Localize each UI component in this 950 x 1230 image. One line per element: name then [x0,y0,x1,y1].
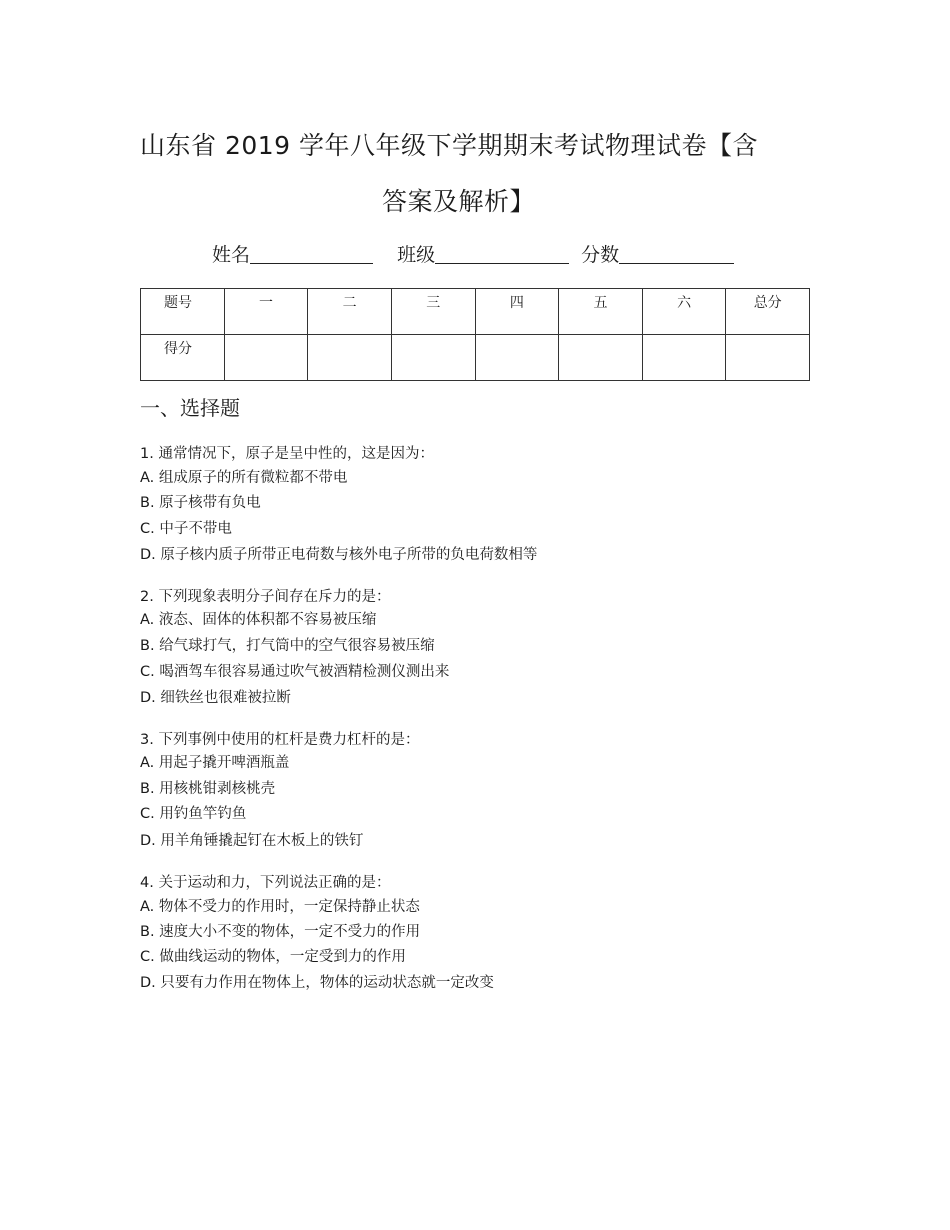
score-header-cell: 五 [559,289,643,335]
score-table [140,288,810,381]
document-title-line-1: 山东省 2019 学年八年级下学期期末考试物理试卷【含 [140,131,759,160]
document-title-line-2: 答案及解析】 [381,187,535,216]
class-blank[interactable] [435,245,569,264]
question-option: C. 喝酒驾车很容易通过吹气被酒精检测仪测出来 [140,664,450,680]
class-label: 班级 [397,244,436,266]
score-header-cell: 总分 [726,289,810,335]
score-header-cell: 题号 [141,289,225,335]
section-title: 一、选择题 [140,396,240,420]
score-header-cell: 一 [224,289,308,335]
question-option: A. 组成原子的所有微粒都不带电 [140,470,348,486]
name-blank[interactable] [250,245,373,264]
question-option: B. 原子核带有负电 [140,495,261,511]
score-table-header-row [141,289,810,335]
score-header-cell: 二 [308,289,392,335]
score-cell[interactable] [224,335,308,381]
question-stem: 2. 下列现象表明分子间存在斥力的是： [140,589,391,605]
question-option: B. 速度大小不变的物体，一定不受力的作用 [140,924,421,940]
score-cell[interactable] [391,335,475,381]
score-header-cell: 三 [391,289,475,335]
question-option: C. 中子不带电 [140,521,232,537]
score-header-cell: 六 [642,289,726,335]
question-option: D. 用羊角锤撬起钉在木板上的铁钉 [140,833,364,849]
question-option: C. 做曲线运动的物体，一定受到力的作用 [140,949,406,965]
score-cell[interactable] [475,335,559,381]
score-cell[interactable] [308,335,392,381]
question-option: D. 细铁丝也很难被拉断 [140,690,291,706]
question-option: A. 液态、固体的体积都不容易被压缩 [140,612,377,628]
question-option: D. 原子核内质子所带正电荷数与核外电子所带的负电荷数相等 [140,547,538,563]
question-option: A. 物体不受力的作用时，一定保持静止状态 [140,899,420,915]
question-stem: 3. 下列事例中使用的杠杆是费力杠杆的是： [140,732,420,748]
score-cell[interactable] [642,335,726,381]
question-option: B. 给气球打气，打气筒中的空气很容易被压缩 [140,638,435,654]
question-stem: 1. 通常情况下，原子是呈中性的，这是因为： [140,446,434,462]
question-option: A. 用起子撬开啤酒瓶盖 [140,755,290,771]
score-table-score-row [141,335,810,381]
question-option: B. 用核桃钳剥核桃壳 [140,781,276,797]
score-row-label: 得分 [141,335,225,381]
student-info-line [212,240,734,267]
question-option: C. 用钓鱼竿钓鱼 [140,806,247,822]
question-stem: 4. 关于运动和力，下列说法正确的是： [140,875,391,891]
score-label: 分数 [581,244,620,266]
score-cell[interactable] [559,335,643,381]
name-label: 姓名 [212,244,251,266]
score-header-cell: 四 [475,289,559,335]
question-option: D. 只要有力作用在物体上，物体的运动状态就一定改变 [140,975,494,991]
score-cell[interactable] [726,335,810,381]
score-blank[interactable] [619,245,734,264]
